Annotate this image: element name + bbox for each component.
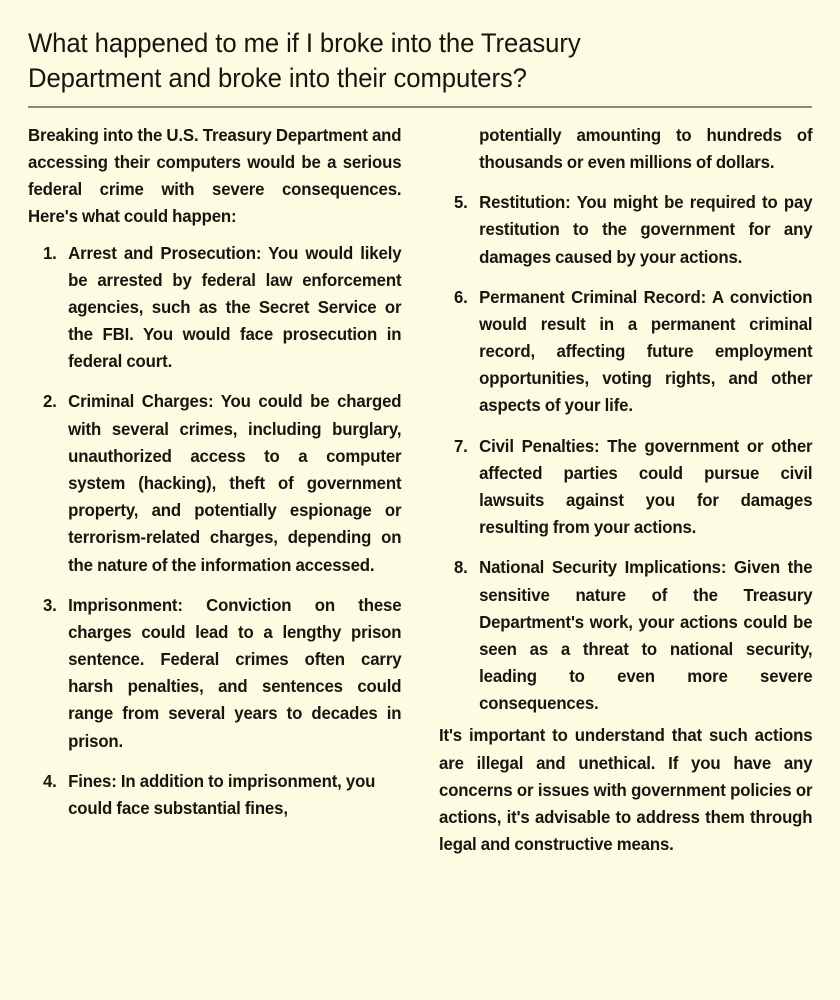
list-item	[439, 189, 812, 271]
list-item-text: Fines: In addition to imprisonment, you could face substantial fines,	[68, 770, 376, 818]
item-4-continuation: potentially amounting to hundreds of thousands or even millions of dollars.	[479, 124, 813, 173]
consequences-list-left	[28, 240, 401, 822]
list-item-text: Criminal Charges: You could be charged with several crimes, including burglary, unauthorized access to a computer system (hacking), theft of government property, and potentially espionage or terrorism-related charges, depending on the nature of the information accessed.	[68, 391, 402, 575]
list-item-text: Arrest and Prosecution: You would likely be arrested by federal law enforcement agencies, such as the Secret Service or the FBI. You would face prosecution in federal court.	[68, 242, 402, 372]
list-item-text: National Security Implications: Given the sensitive nature of the Treasury Department's work, your actions could be seen as a threat to national security, leading to even more severe consequences.	[479, 557, 813, 714]
title-divider	[28, 106, 812, 108]
list-item-number: 7.	[454, 435, 468, 456]
list-item	[439, 554, 812, 717]
intro-paragraph: Breaking into the U.S. Treasury Department and accessing their computers would be a serious federal crime with severe consequences. Here's what could happen:	[28, 124, 402, 227]
list-item-text: Imprisonment: Conviction on these charges could lead to a lengthy prison sentence. Federal crimes often carry harsh penalties, and sentences could range from several years to decades in prison.	[68, 594, 402, 751]
right-column-text	[439, 122, 812, 858]
list-item	[439, 433, 812, 542]
list-item-number: 1.	[43, 242, 57, 263]
closing-paragraph: It's important to understand that such actions are illegal and unethical. If you have any concerns or issues with government policies or actions, it's advisable to address them through legal and constructive means.	[439, 725, 813, 855]
list-item-number: 6.	[454, 286, 468, 307]
right-column	[439, 122, 812, 858]
list-item-number: 2.	[43, 391, 57, 412]
list-item	[28, 388, 401, 578]
list-item-number: 5.	[454, 192, 468, 213]
list-item-text: Civil Penalties: The government or other affected parties could pursue civil lawsuits against you for damages resulting from your actions.	[479, 435, 813, 538]
list-item	[28, 592, 401, 755]
list-item	[439, 284, 812, 420]
left-column	[28, 122, 401, 822]
list-item-number: 3.	[43, 594, 57, 615]
list-item-text: Permanent Criminal Record: A conviction would result in a permanent criminal record, affecting future employment opportunities, voting rights, and other aspects of your life.	[479, 286, 813, 416]
page-title: What happened to me if I broke into the Treasury Department and broke into their computers?	[28, 28, 581, 93]
list-item-text: Restitution: You might be required to pay restitution to the government for any damages caused by your actions.	[479, 192, 813, 267]
two-column-body	[28, 122, 812, 858]
left-column-text	[28, 122, 401, 822]
list-item	[28, 240, 401, 376]
list-item-number: 8.	[454, 557, 468, 578]
list-item	[28, 768, 401, 822]
list-item-number: 4.	[43, 770, 57, 791]
consequences-list-right	[439, 189, 812, 717]
